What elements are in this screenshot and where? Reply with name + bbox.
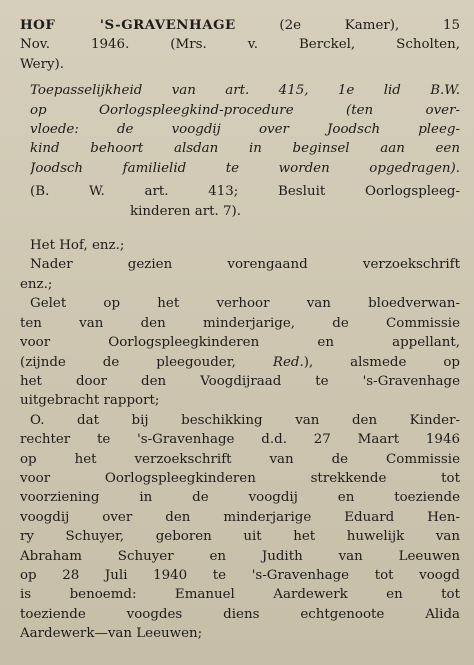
body-line: Abraham Schuyer en Judith van Leeuwen (20, 548, 460, 564)
body-line: Aardewerk—van Leeuwen; (20, 626, 203, 642)
body-line: voorziening in de voogdij en toeziende (20, 490, 460, 506)
body-line: Het Hof, enz.; (30, 238, 125, 254)
body-line: Nader gezien vorengaand verzoekschrift (30, 257, 460, 273)
summary-line: op Oorlogspleegkind-procedure (ten over- (30, 102, 460, 118)
body-line: ten van den minderjarige, de Commissie (20, 315, 460, 331)
reference-line: (B. W. art. 413; Besluit Oorlogspleeg- (30, 184, 460, 200)
judgment-body (20, 236, 460, 644)
heading-line-2: Nov. 1946. (Mrs. v. Berckel, Scholten, (20, 37, 460, 53)
summary-line: kind behoort alsdan in beginsel aan een (30, 141, 460, 157)
body-line: is benoemd: Emanuel Aardewerk en tot (20, 587, 460, 603)
body-line: ry Schuyer, geboren uit het huwelijk van (20, 529, 460, 545)
body-line: toeziende voogdes diens echtgenoote Alida (20, 606, 460, 622)
court-name: HOF 'S-GRAVENHAGE (20, 17, 236, 33)
summary-line: vloede: de voogdij over Joodsch pleeg- (30, 122, 460, 138)
summary-line: Joodsch familielid te worden opgedragen). (30, 160, 460, 176)
reference-line: kinderen art. 7). (130, 203, 242, 219)
summary-line: Toepasselijkheid van art. 415, 1e lid B.W. (30, 83, 460, 99)
chamber-date: (2e Kamer), 15 (235, 18, 460, 33)
case-heading (20, 16, 460, 74)
body-line: rechter te 's-Gravenhage d.d. 27 Maart 1946 (20, 432, 460, 448)
editor-note: Red. (272, 354, 304, 370)
body-line: het door den Voogdijraad te 's-Gravenhage (20, 373, 460, 389)
body-line: op 28 Juli 1940 te 's-Gravenhage tot voogd (20, 567, 460, 583)
heading-line-3: Wery). (20, 56, 65, 72)
body-line: (zijnde de pleegouder, Red.), alsmede op (20, 354, 460, 370)
body-line: voor Oorlogspleegkinderen strekkende tot (20, 470, 460, 486)
body-line: Gelet op het verhoor van bloedverwan- (30, 296, 460, 312)
body-line: uitgebracht rapport; (20, 393, 160, 409)
body-line: op het verzoekschrift van de Commissie (20, 451, 460, 467)
body-line: voor Oorlogspleegkinderen en appellant, (20, 335, 460, 351)
case-summary (20, 81, 460, 178)
body-line: voogdij over den minderjarige Eduard Hen- (20, 509, 460, 525)
heading-line-1 (20, 16, 460, 35)
body-line: enz.; (20, 276, 53, 292)
body-line: O. dat bij beschikking van den Kinder- (30, 412, 460, 428)
legal-references (20, 182, 460, 221)
